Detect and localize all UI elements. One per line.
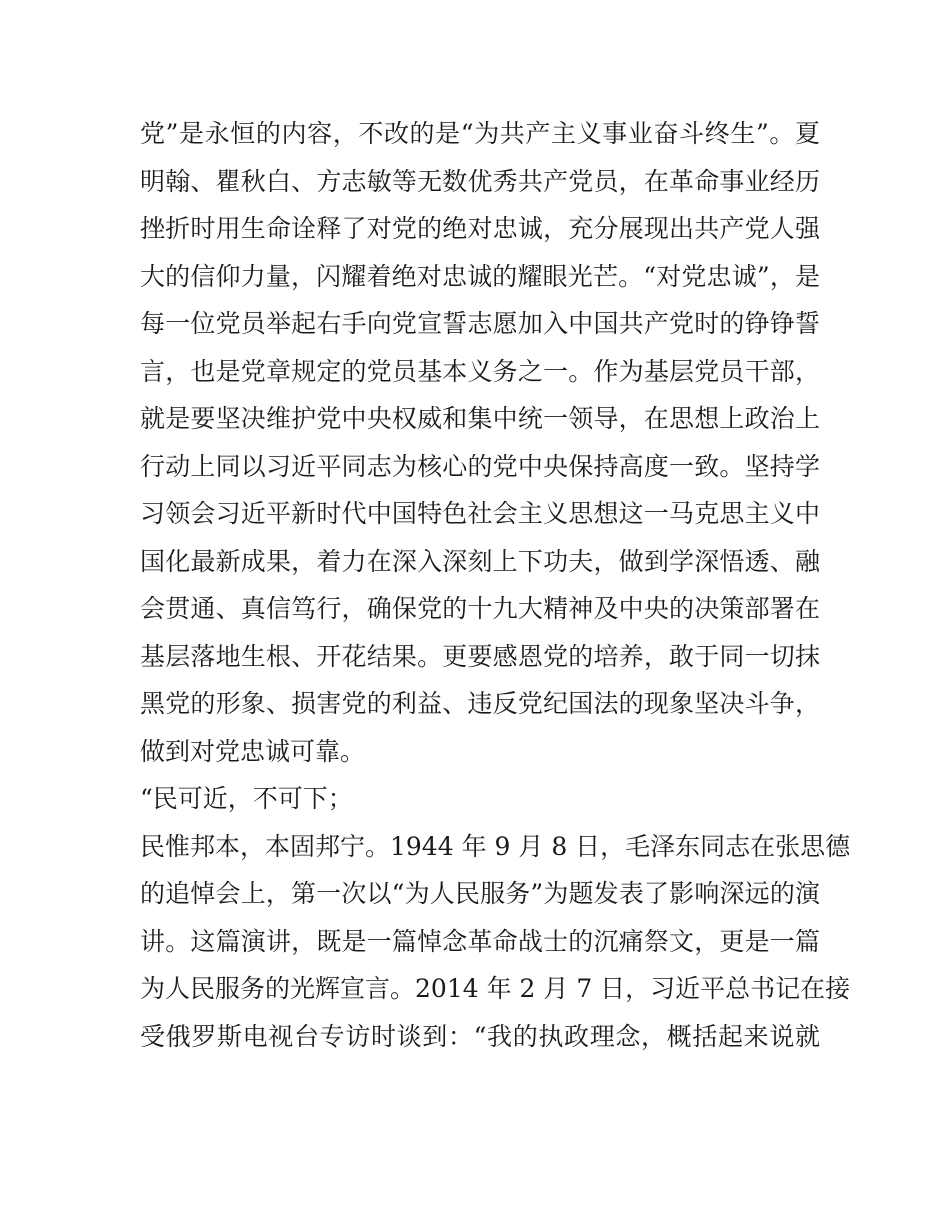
text-line: 习领会习近平新时代中国特色社会主义思想这一马克思主义中 bbox=[140, 499, 820, 528]
text-line: 基层落地生根、开花结果。更要感恩党的培养，敢于同一切抹 bbox=[140, 641, 820, 671]
text-line: 就是要坚决维护党中央权威和集中统一领导，在思想上政治上 bbox=[140, 404, 820, 433]
text-line: 黑党的形象、损害党的利益、违反党纪国法的现象坚决斗争， bbox=[140, 689, 820, 718]
text-line: 国化最新成果，着力在深入深刻上下功夫，做到学深悟透、融 bbox=[140, 546, 820, 576]
text-line: 的追悼会上，第一次以“为人民服务”为题发表了影响深远的演 bbox=[140, 879, 820, 908]
document-body bbox=[140, 110, 851, 1060]
text-line: 受俄罗斯电视台专访时谈到：“我的执政理念，概括起来说就 bbox=[140, 1021, 820, 1051]
text-line: 讲。这篇演讲，既是一篇悼念革命战士的沉痛祭文，更是一篇 bbox=[140, 926, 820, 956]
text-line: 明翰、瞿秋白、方志敏等无数优秀共产党员，在革命事业经历 bbox=[140, 166, 820, 196]
text-line: 党”是永恒的内容，不改的是“为共产主义事业奋斗终生”。夏 bbox=[140, 119, 820, 148]
text-line: 会贯通、真信笃行，确保党的十九大精神及中央的决策部署在 bbox=[140, 594, 820, 623]
text-line: “民可近，不可下； bbox=[140, 784, 353, 813]
text-line: 挫折时用生命诠释了对党的绝对忠诚，充分展现出共产党人强 bbox=[140, 214, 820, 243]
text-line: 每一位党员举起右手向党宣誓志愿加入中国共产党时的铮铮誓 bbox=[140, 309, 820, 338]
text-line: 言，也是党章规定的党员基本义务之一。作为基层党员干部， bbox=[140, 356, 820, 386]
text-line: 大的信仰力量，闪耀着绝对忠诚的耀眼光芒。“对党忠诚”，是 bbox=[140, 261, 820, 291]
text-line: 做到对党忠诚可靠。 bbox=[140, 736, 366, 766]
text-line: 行动上同以习近平同志为核心的党中央保持高度一致。坚持学 bbox=[140, 451, 820, 481]
text-line: 民惟邦本，本固邦宁。1944 年 9 月 8 日，毛泽东同志在张思德 bbox=[140, 831, 851, 861]
text-line: 为人民服务的光辉宣言。2014 年 2 月 7 日，习近平总书记在接 bbox=[140, 974, 851, 1003]
